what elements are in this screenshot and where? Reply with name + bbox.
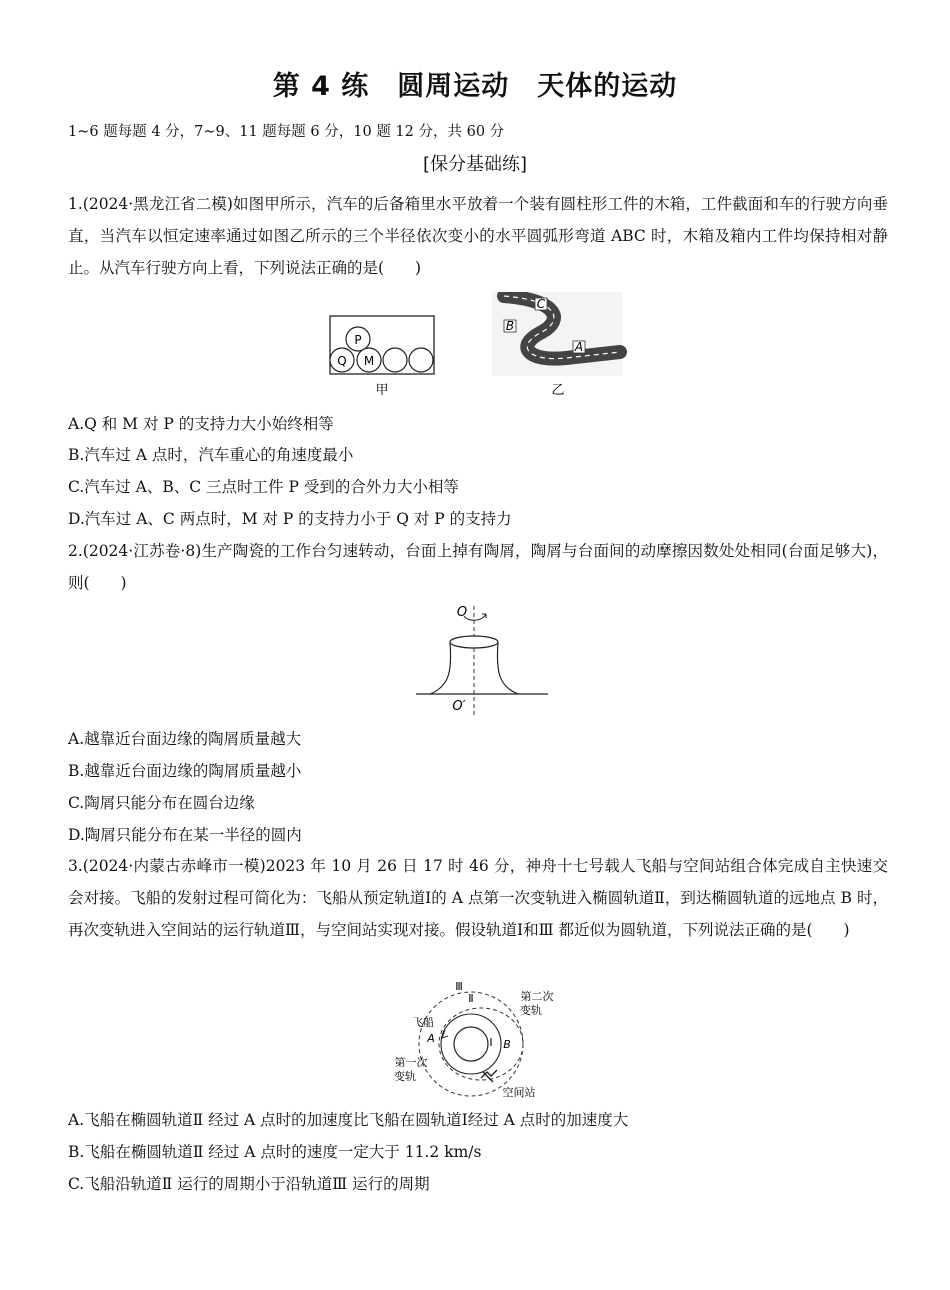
label-yi: 乙 (551, 383, 565, 398)
question-1-figure (328, 292, 628, 400)
question-3-option-c[interactable]: C.飞船沿轨道Ⅱ 运行的周期小于沿轨道Ⅲ 运行的周期 (68, 1175, 430, 1193)
label-b: B (505, 319, 515, 333)
question-1-option-b[interactable]: B.汽车过 A 点时，汽车重心的角速度最小 (68, 446, 354, 464)
label-jia: 甲 (375, 383, 389, 398)
question-2-figure (412, 600, 552, 718)
question-2-option-a[interactable]: A.越靠近台面边缘的陶屑质量越大 (68, 730, 302, 748)
label-second-transfer-2: 变轨 (520, 1004, 542, 1017)
question-2-text: 2.(2024·江苏卷·8)生产陶瓷的工作台匀速转动，台面上掉有陶屑，陶屑与台面间的动摩擦因数处处相同(台面足够大)，则( ) (68, 542, 888, 592)
label-m: M (363, 354, 375, 368)
label-orbit-2: Ⅱ (468, 992, 474, 1005)
label-a: A (574, 340, 584, 354)
label-b: B (503, 1038, 511, 1051)
winding-road (492, 292, 622, 376)
question-3-figure (385, 978, 565, 1102)
label-first-transfer-1: 第一次 (394, 1056, 428, 1069)
question-3-option-a[interactable]: A.飞船在椭圆轨道Ⅱ 经过 A 点时的加速度比飞船在圆轨道Ⅰ经过 A 点时的加速度大 (68, 1111, 629, 1129)
rotation-arrow (464, 614, 486, 620)
label-o-prime: O′ (452, 699, 466, 714)
label-p: P (354, 333, 362, 347)
question-2-option-b[interactable]: B.越靠近台面边缘的陶屑质量越小 (68, 762, 302, 780)
question-1-option-d[interactable]: D.汽车过 A、C 两点时，M 对 P 的支持力小于 Q 对 P 的支持力 (68, 510, 512, 528)
label-a: A (427, 1032, 435, 1045)
earth (454, 1027, 488, 1061)
question-1-option-c[interactable]: C.汽车过 A、B、C 三点时工件 P 受到的合外力大小相等 (68, 478, 459, 496)
label-station: 空间站 (502, 1086, 536, 1099)
scoring-note: 1~6 题每题 4 分，7~9、11 题每题 6 分，10 题 12 分，共 60 分 (68, 124, 505, 140)
label-o: O (456, 605, 468, 620)
question-2-option-c[interactable]: C.陶屑只能分布在圆台边缘 (68, 794, 255, 812)
label-orbit-1: Ⅰ (489, 1036, 493, 1049)
question-3-option-b[interactable]: B.飞船在椭圆轨道Ⅱ 经过 A 点时的速度一定大于 11.2 km/s (68, 1143, 482, 1161)
question-1-option-a[interactable]: A.Q 和 M 对 P 的支持力大小始终相等 (68, 415, 334, 433)
label-orbit-3: Ⅲ (455, 980, 463, 993)
page-title: 第 4 练 圆周运动 天体的运动 (272, 71, 678, 102)
label-second-transfer-1: 第二次 (520, 990, 554, 1003)
turntable-top (450, 636, 498, 648)
section-heading: [保分基础练] (422, 154, 528, 175)
label-first-transfer-2: 变轨 (394, 1070, 416, 1083)
label-ship: 飞船 (412, 1016, 434, 1029)
question-1-text: 1.(2024·黑龙江省二模)如图甲所示，汽车的后备箱里水平放着一个装有圆柱形工件的木箱，工件截面和车的行驶方向垂直，当汽车以恒定速率通过如图乙所示的三个半径依次变小的水平圆弧形弯道 ABC 时，木箱及箱内工件均保持相对静止。从汽车行驶方向上看，下列说法正确的是( ) (68, 195, 888, 277)
cylinder-4 (409, 348, 433, 372)
question-3-text: 3.(2024·内蒙古赤峰市一模)2023 年 10 月 26 日 17 时 46 分，神舟十七号载人飞船与空间站组合体完成自主快速交会对接。飞船的发射过程可简化为：飞船从预定轨道Ⅰ的 A 点第一次变轨进入椭圆轨道Ⅱ，到达椭圆轨道的远地点 B 时，再次变轨进入空间站的运行轨道Ⅲ，与空间站实现对接。假设轨道Ⅰ和Ⅲ 都近似为圆轨道，下列说法正确的是( ) (68, 857, 888, 939)
label-q: Q (337, 354, 347, 368)
cylinder-3 (383, 348, 407, 372)
label-c: C (536, 297, 546, 311)
question-2-option-d[interactable]: D.陶屑只能分布在某一半径的圆内 (68, 826, 302, 844)
